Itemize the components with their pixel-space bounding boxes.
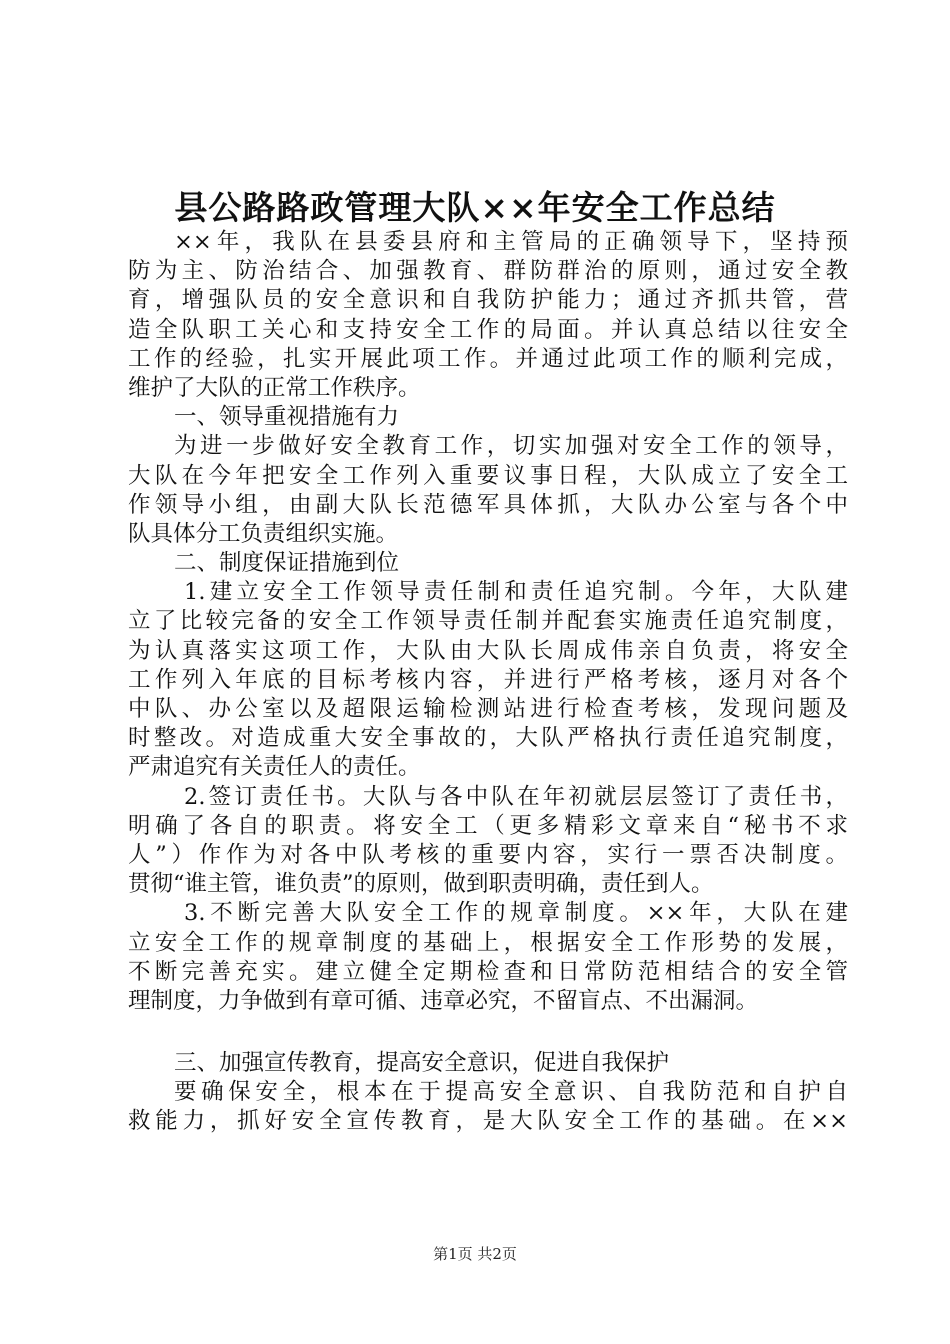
paragraph-line: 理制度，力争做到有章可循、违章必究，不留盲点、不出漏洞。 xyxy=(128,987,759,1014)
paragraph-line: 立了比较完备的安全工作领导责任制并配套实施责任追究制度， xyxy=(128,608,848,635)
paragraph-gap xyxy=(128,1016,848,1049)
document-body xyxy=(128,228,848,1137)
section-heading: 一、领导重视措施有力 xyxy=(174,404,400,431)
paragraph-line: 为进一步做好安全教育工作，切实加强对安全工作的领导， xyxy=(174,433,848,460)
paragraph-line: 2.签订责任书。大队与各中队在年初就层层签订了责任书， xyxy=(184,783,848,810)
paragraph-line: 中队、办公室以及超限运输检测站进行检查考核，发现问题及 xyxy=(128,696,848,722)
paragraph-line: 贯彻“谁主管，谁负责”的原则，做到职责明确，责任到人。 xyxy=(128,871,714,898)
paragraph-line: 1.建立安全工作领导责任制和责任追究制。今年，大队建 xyxy=(184,579,848,606)
paragraph-line: 大队在今年把安全工作列入重要议事日程，大队成立了安全工 xyxy=(128,462,848,489)
paragraph-line: 作领导小组，由副大队长范德军具体抓，大队办公室与各个中 xyxy=(128,491,848,518)
paragraph-line: 工作列入年底的目标考核内容，并进行严格考核，逐月对各个 xyxy=(128,666,848,693)
paragraph-line: ××年，我队在县委县府和主管局的正确领导下，坚持预 xyxy=(174,229,848,255)
paragraph-line: 救能力，抓好安全宣传教育，是大队安全工作的基础。在×× xyxy=(128,1108,848,1135)
paragraph-line: 队具体分工负责组织实施。 xyxy=(128,520,399,547)
page-number: 第1页 共2页 xyxy=(433,1245,517,1263)
paragraph-line: 防为主、防治结合、加强教育、群防群治的原则，通过安全教 xyxy=(128,258,848,285)
paragraph-line: 工作的经验，扎实开展此项工作。并通过此项工作的顺利完成， xyxy=(128,345,848,372)
paragraph-line: 严肃追究有关责任人的责任。 xyxy=(128,754,421,781)
paragraph-line: 立安全工作的规章制度的基础上，根据安全工作形势的发展， xyxy=(128,929,848,956)
paragraph-line: 不断完善充实。建立健全定期检查和日常防范相结合的安全管 xyxy=(128,958,848,985)
paragraph-line: 人”）作作为对各中队考核的重要内容，实行一票否决制度。 xyxy=(128,841,848,868)
section-heading: 二、制度保证措施到位 xyxy=(174,550,400,577)
paragraph-line: 时整改。对造成重大安全事故的，大队严格执行责任追究制度， xyxy=(128,725,848,752)
paragraph-line: 为认真落实这项工作，大队由大队长周成伟亲自负责，将安全 xyxy=(128,637,848,664)
paragraph-line: 要确保安全，根本在于提高安全意识、自我防范和自护自 xyxy=(174,1079,848,1106)
document-title: 县公路路政管理大队××年安全工作总结 xyxy=(174,188,776,227)
paragraph-line: 造全队职工关心和支持安全工作的局面。并认真总结以往安全 xyxy=(128,316,848,343)
paragraph-line: 3.不断完善大队安全工作的规章制度。××年，大队在建 xyxy=(184,900,848,927)
paragraph-line: 育，增强队员的安全意识和自我防护能力；通过齐抓共管，营 xyxy=(128,287,848,314)
paragraph-line: 明确了各自的职责。将安全工（更多精彩文章来自“秘书不求 xyxy=(128,812,848,839)
paragraph-line: 维护了大队的正常工作秩序。 xyxy=(128,374,421,401)
section-heading: 三、加强宣传教育，提高安全意识，促进自我保护 xyxy=(174,1050,670,1077)
